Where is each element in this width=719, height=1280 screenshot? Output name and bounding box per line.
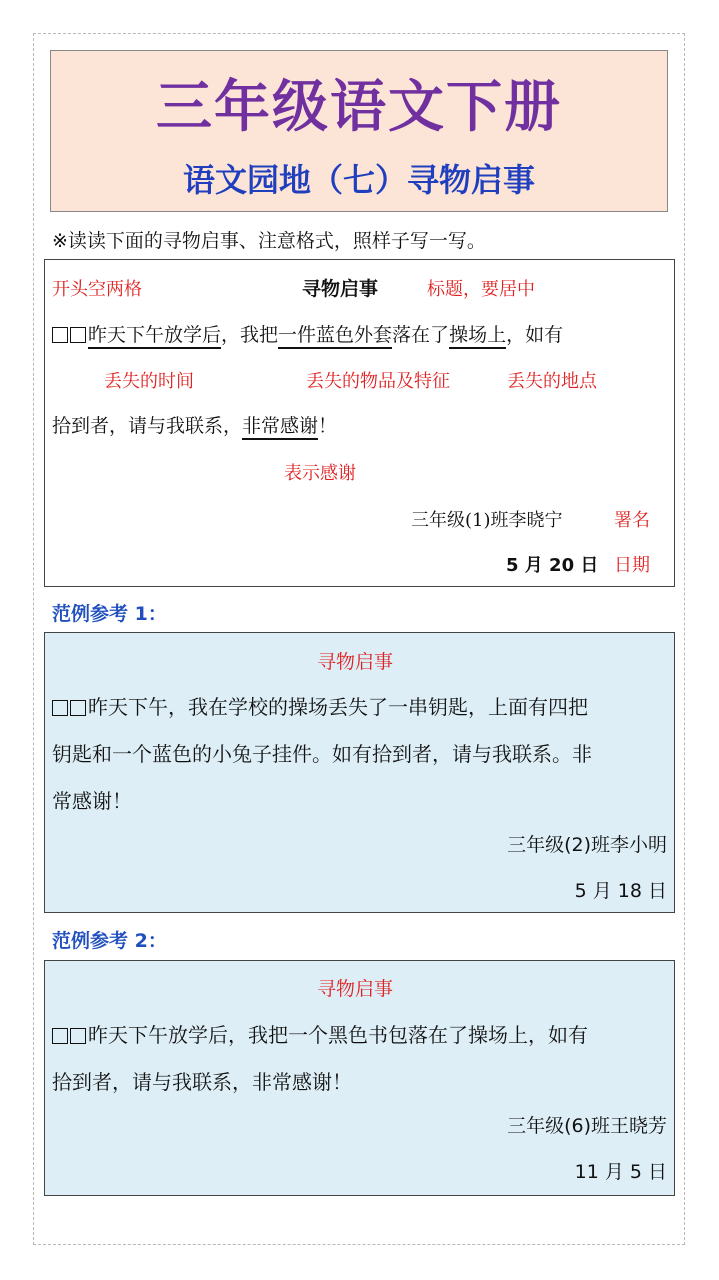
example-1-title: 寻物启事: [317, 651, 394, 673]
example-2-label: 范例参考 2：: [52, 930, 167, 952]
main-title: 三年级语文下册: [156, 74, 562, 140]
example-2-line-1: [52, 1019, 668, 1048]
example-text: 昨天下午放学后，我把一个黑色书包落在了操场上，如有: [88, 1023, 588, 1047]
indent-square: [70, 327, 86, 343]
indent-square: [52, 327, 68, 343]
note-lost-time: 丢失的时间: [104, 371, 194, 392]
sub-title: 语文园地（七）寻物启事: [182, 161, 535, 199]
example-1-line-3: 常感谢！: [52, 789, 132, 813]
note-indent: 开头空两格: [52, 279, 142, 300]
sample-date: 5 月 20 日: [506, 555, 599, 576]
example-2-line-2: 拾到者，请与我联系，非常感谢！: [52, 1070, 352, 1094]
indent-square: [70, 700, 86, 716]
sample-line-1: [52, 320, 563, 347]
indent-square: [70, 1028, 86, 1044]
example-1-line-2: 钥匙和一个蓝色的小兔子挂件。如有拾到者，请与我联系。非: [52, 742, 592, 766]
sample-line-2: [52, 411, 337, 438]
title-banner: [50, 50, 668, 212]
example-1-date: 5 月 18 日: [574, 880, 667, 902]
example-2-date: 11 月 5 日: [574, 1161, 667, 1183]
example-2-title: 寻物启事: [317, 978, 394, 1000]
sample-notice-title: 寻物启事: [302, 278, 379, 300]
example-text: 昨天下午，我在学校的操场丢失了一串钥匙，上面有四把: [88, 695, 588, 719]
underline-time: 昨天下午放学后: [88, 324, 221, 349]
example-1-label: 范例参考 1：: [52, 603, 167, 625]
sample-text: 落在了: [392, 324, 450, 346]
example-2-signature: 三年级(6)班王晓芳: [507, 1115, 667, 1137]
instruction-text: ※读读下面的寻物启事、注意格式，照样子写一写。: [52, 230, 486, 252]
sample-text: ！: [318, 415, 338, 437]
underline-item: 一件蓝色外套: [278, 324, 392, 349]
note-thanks: 表示感谢: [284, 463, 356, 484]
underline-place: 操场上: [449, 324, 506, 349]
indent-square: [52, 700, 68, 716]
example-1-signature: 三年级(2)班李小明: [507, 834, 667, 856]
sample-text: ，如有: [506, 324, 564, 346]
note-signature: 署名: [614, 510, 650, 531]
note-date: 日期: [614, 555, 650, 576]
note-lost-place: 丢失的地点: [507, 371, 597, 392]
sample-text: ，我把: [221, 324, 279, 346]
sample-signature: 三年级(1)班李晓宁: [411, 510, 563, 531]
example-1-box: [44, 632, 675, 913]
example-1-line-1: [52, 691, 668, 720]
sample-text: 拾到者，请与我联系，: [52, 415, 243, 437]
indent-square: [52, 1028, 68, 1044]
note-title-centered: 标题，要居中: [427, 279, 535, 300]
note-lost-item: 丢失的物品及特征: [306, 371, 450, 392]
underline-thanks: 非常感谢: [242, 415, 318, 440]
